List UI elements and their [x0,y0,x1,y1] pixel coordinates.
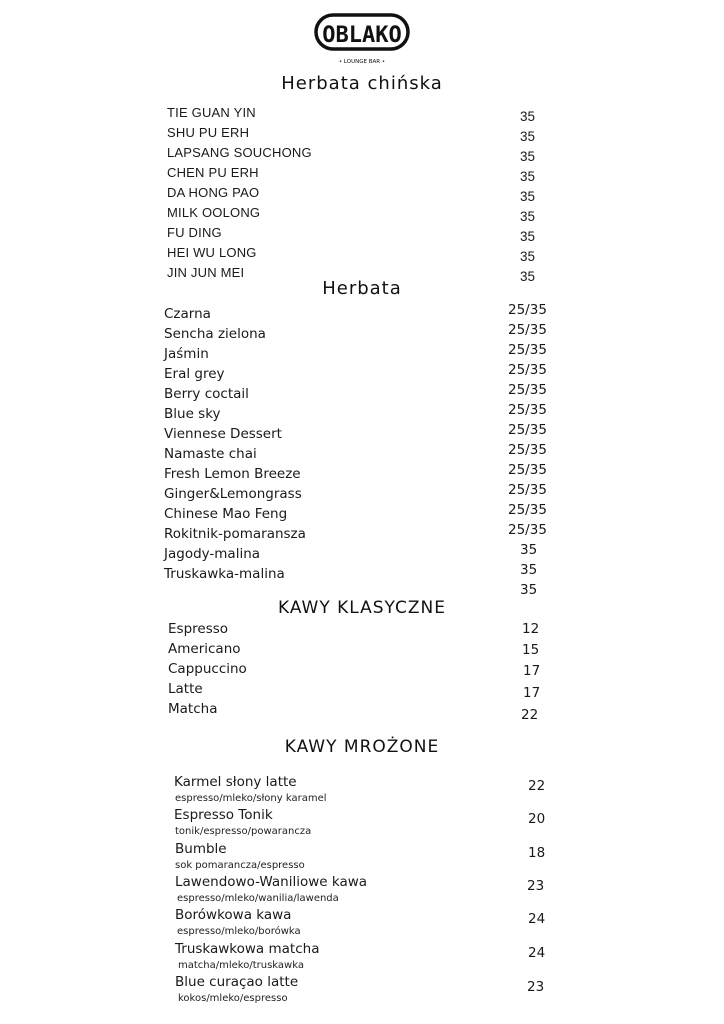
menu-item-price: 24 [528,945,546,961]
menu-item-name: Eral grey [164,366,225,382]
menu-item-price: 25/35 [508,322,547,338]
oblako-logo [313,12,411,66]
menu-item-name: Namaste chai [164,446,257,462]
menu-item-price: 23 [527,979,545,995]
logo-tagline: • LOUNGE BAR • [338,59,386,65]
menu-item-description: sok pomarancza/espresso [175,860,305,871]
menu-item-price: 25/35 [508,482,547,498]
menu-item-price: 25/35 [508,502,547,518]
menu-item-name: HEI WU LONG [167,245,257,260]
menu-item-price: 25/35 [508,382,547,398]
menu-item-price: 35 [520,542,538,558]
menu-item-name: Rokitnik-pomaransza [164,526,306,542]
menu-item-description: tonik/espresso/powarancza [175,826,312,837]
menu-item-price: 35 [520,229,536,244]
menu-item-name: Blue curaçao latte [175,974,299,990]
menu-item-description: kokos/mleko/espresso [178,993,288,1004]
menu-item-name: Truskawka-malina [164,566,285,582]
menu-item-name: Americano [168,641,241,657]
menu-item-price: 25/35 [508,402,547,418]
menu-item-price: 35 [520,269,536,284]
menu-item-price: 25/35 [508,462,547,478]
menu-item-price-extra: 35 [520,582,538,598]
menu-item-name: MILK OOLONG [167,205,261,220]
menu-item-price: 35 [520,129,536,144]
menu-item-name: Czarna [164,306,211,322]
logo-mark [313,12,411,66]
menu-item-price: 25/35 [508,342,547,358]
menu-item-price: 22 [528,778,546,794]
menu-item-name: Bumble [175,841,227,857]
menu-item-price: 25/35 [508,422,547,438]
section-title-chinese-tea: Herbata chińska [281,73,443,94]
menu-item-name: Berry coctail [164,386,249,402]
menu-item-name: Ginger&Lemongrass [164,486,302,502]
menu-item-name: Blue sky [164,406,221,422]
menu-item-price: 20 [528,811,546,827]
logo-wordmark: OBLAKO [322,23,402,48]
menu-item-price: 25/35 [508,362,547,378]
menu-item-price: 17 [523,663,541,679]
menu-item-name: Espresso Tonik [174,807,273,823]
menu-item-price: 35 [520,169,536,184]
menu-item-price: 23 [527,878,545,894]
menu-item-name: DA HONG PAO [167,185,260,200]
menu-item-price: 35 [520,209,536,224]
menu-item-name: Lawendowo-Waniliowe kawa [175,874,368,890]
menu-item-name: Karmel słony latte [174,774,297,790]
menu-item-name: Chinese Mao Feng [164,506,288,522]
menu-item-name: Borówkowa kawa [175,907,292,923]
menu-item-name: Jagody-malina [164,546,261,562]
menu-item-price: 22 [521,707,539,723]
menu-item-name: SHU PU ERH [167,125,250,140]
menu-item-name: Espresso [168,621,229,637]
menu-item-price: 35 [520,189,536,204]
menu-item-price: 24 [528,911,546,927]
section-title-classic-coffee: KAWY KLASYCZNE [277,598,446,618]
menu-item-name: Matcha [168,701,218,717]
menu-item-price: 25/35 [508,442,547,458]
menu-item-name: Sencha zielona [164,326,266,342]
menu-item-price: 35 [520,562,538,578]
menu-item-name: Jaśmin [164,346,209,362]
menu-item-name: FU DING [167,225,222,240]
menu-item-name: Fresh Lemon Breeze [164,466,301,482]
menu-item-price: 18 [528,845,546,861]
menu-item-price: 17 [523,685,541,701]
menu-item-price: 15 [522,642,540,658]
section-title-iced-coffee: KAWY MROŻONE [284,737,440,757]
menu-item-name: JIN JUN MEI [167,265,245,280]
menu-item-price: 35 [520,249,536,264]
menu-item-name: LAPSANG SOUCHONG [167,145,312,160]
menu-item-name: Truskawkowa matcha [175,941,320,957]
menu-item-description: espresso/mleko/borówka [177,926,301,937]
menu-item-description: matcha/mleko/truskawka [178,960,304,971]
menu-item-name: Latte [168,681,203,697]
menu-item-price: 12 [522,621,540,637]
menu-item-price: 35 [520,149,536,164]
section-title-tea: Herbata [322,278,402,299]
menu-item-description: espresso/mleko/wanilia/lawenda [177,893,339,904]
menu-item-name: TIE GUAN YIN [167,105,256,120]
menu-item-price: 25/35 [508,522,547,538]
menu-item-name: Viennese Dessert [164,426,282,442]
menu-item-price: 35 [520,109,536,124]
menu-item-name: CHEN PU ERH [167,165,259,180]
menu-item-name: Cappuccino [168,661,247,677]
menu-item-description: espresso/mleko/słony karamel [175,793,327,804]
menu-item-price: 25/35 [508,302,547,318]
